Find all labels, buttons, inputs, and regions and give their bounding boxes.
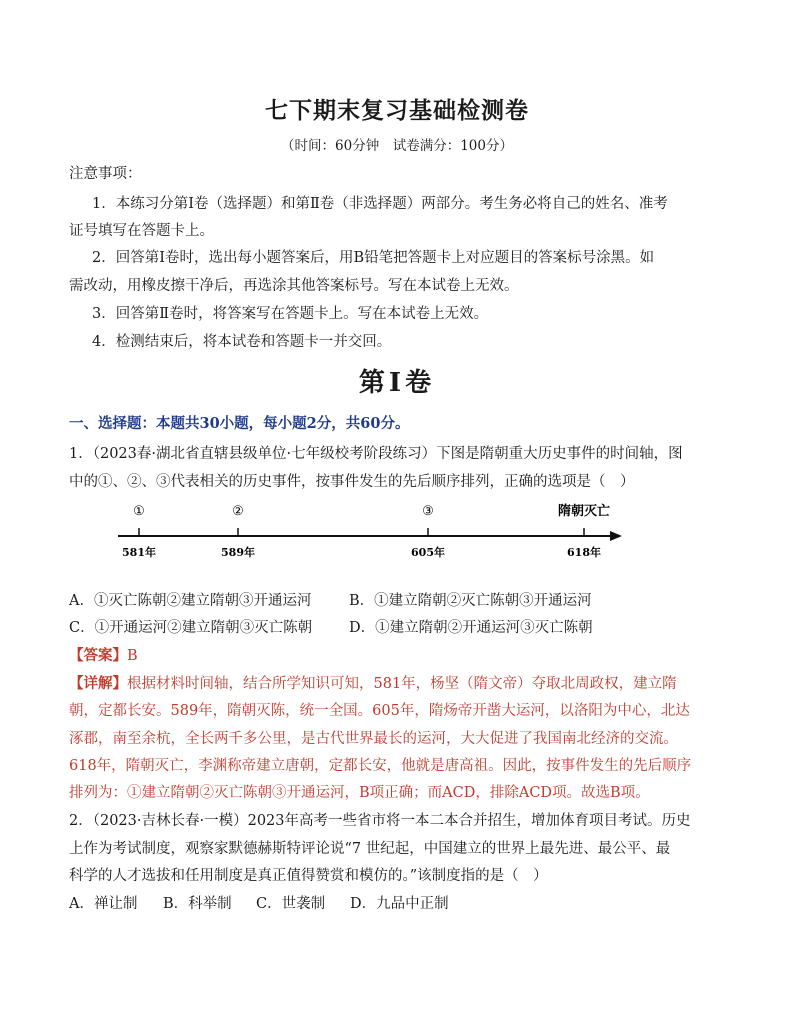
notice-line: 证号填写在答题卡上。: [69, 223, 214, 239]
answer-line: [69, 644, 138, 665]
option-d: D．①建立隋朝②开通运河③灭亡陈朝: [349, 620, 593, 636]
notice-line: 4．检测结束后，将本试卷和答题卡一并交回。: [92, 334, 392, 350]
answer-tag: 【答案】: [69, 647, 127, 664]
explain-line: 618年，隋朝灭亡，李渊称帝建立唐朝，定都长安，他就是唐高祖。因此，按事件发生的先后顺序: [69, 758, 692, 774]
option-a: A．禅让制: [69, 896, 138, 912]
explain-line: 排列为：①建立隋朝②灭亡陈朝③开通运河，B项正确；而ACD，排除ACD项。故选B项。: [69, 785, 650, 801]
question-text: 2．（2023·吉林长春·一模）2023年高考一些省市将一本二本合并招生，增加体育项目考试。历史: [69, 813, 691, 829]
option-c: C．①开通运河②建立隋朝③灭亡陈朝: [69, 620, 313, 636]
timeline-year: 589年: [221, 546, 255, 559]
timeline-marker: ①: [133, 504, 145, 519]
notice-heading: 注意事项：: [69, 166, 142, 182]
notice-line: 2．回答第Ⅰ卷时，选出每小题答案后，用B铅笔把答题卡上对应题目的答案标号涂黑。如: [92, 250, 655, 266]
exam-time-info: （时间：60分钟 试卷满分：100分）: [281, 138, 513, 154]
option-a: A．①灭亡陈朝②建立隋朝③开通运河: [69, 593, 312, 609]
page-title: 七下期末复习基础检测卷: [265, 97, 529, 124]
option-c: C．世袭制: [256, 896, 326, 912]
option-b: B．科举制: [163, 896, 232, 912]
question-text: 科学的人才选拔和任用制度是真正值得赞赏和模仿的。”该制度指的是（ ）: [69, 868, 548, 884]
timeline-year: 605年: [411, 546, 445, 559]
explain-line: [69, 672, 677, 693]
timeline-year: 581年: [122, 546, 156, 559]
answer-value: B: [127, 648, 138, 664]
option-d: D．九品中正制: [350, 896, 449, 912]
notice-line: 3．回答第Ⅱ卷时，将答案写在答题卡上。写在本试卷上无效。: [92, 306, 489, 322]
timeline-marker: ②: [232, 504, 244, 519]
section-title: 第Ⅰ卷: [358, 368, 436, 398]
question-text: 中的①、②、③代表相关的历史事件，按事件发生的先后顺序排列，正确的选项是（ ）: [69, 474, 635, 490]
option-b: B．①建立隋朝②灭亡陈朝③开通运河: [349, 593, 592, 609]
part-header: 一、选择题：本题共30小题，每小题2分，共60分。: [69, 415, 410, 432]
question-text: 1．（2023春·湖北省直辖县级单位·七年级校考阶段练习）下图是隋朝重大历史事件的时间轴，图: [69, 446, 683, 462]
explain-text: 根据材料时间轴，结合所学知识可知，581年，杨坚（隋文帝）夺取北周政权，建立隋: [127, 676, 677, 692]
timeline-marker: ③: [422, 504, 434, 519]
timeline-marker: 隋朝灭亡: [557, 504, 611, 519]
explain-tag: 【详解】: [69, 675, 127, 692]
explain-line: 涿郡，南至余杭，全长两千多公里，是古代世界最长的运河，大大促进了我国南北经济的交流。: [69, 731, 678, 747]
timeline-figure: [110, 496, 630, 562]
explain-line: 朝，定都长安。589年，隋朝灭陈，统一全国。605年，隋炀帝开凿大运河，以洛阳为中心，北达: [69, 703, 690, 719]
timeline-arrow: [610, 531, 622, 541]
timeline-year: 618年: [567, 546, 601, 559]
question-text: 上作为考试制度，观察家默德赫斯特评论说“7 世纪起，中国建立的世界上最先进、最公平、最: [69, 841, 671, 857]
notice-line: 1．本练习分第Ⅰ卷（选择题）和第Ⅱ卷（非选择题）两部分。考生务必将自己的姓名、准考: [92, 196, 668, 212]
notice-line: 需改动，用橡皮擦干净后，再选涂其他答案标号。写在本试卷上无效。: [69, 278, 519, 294]
